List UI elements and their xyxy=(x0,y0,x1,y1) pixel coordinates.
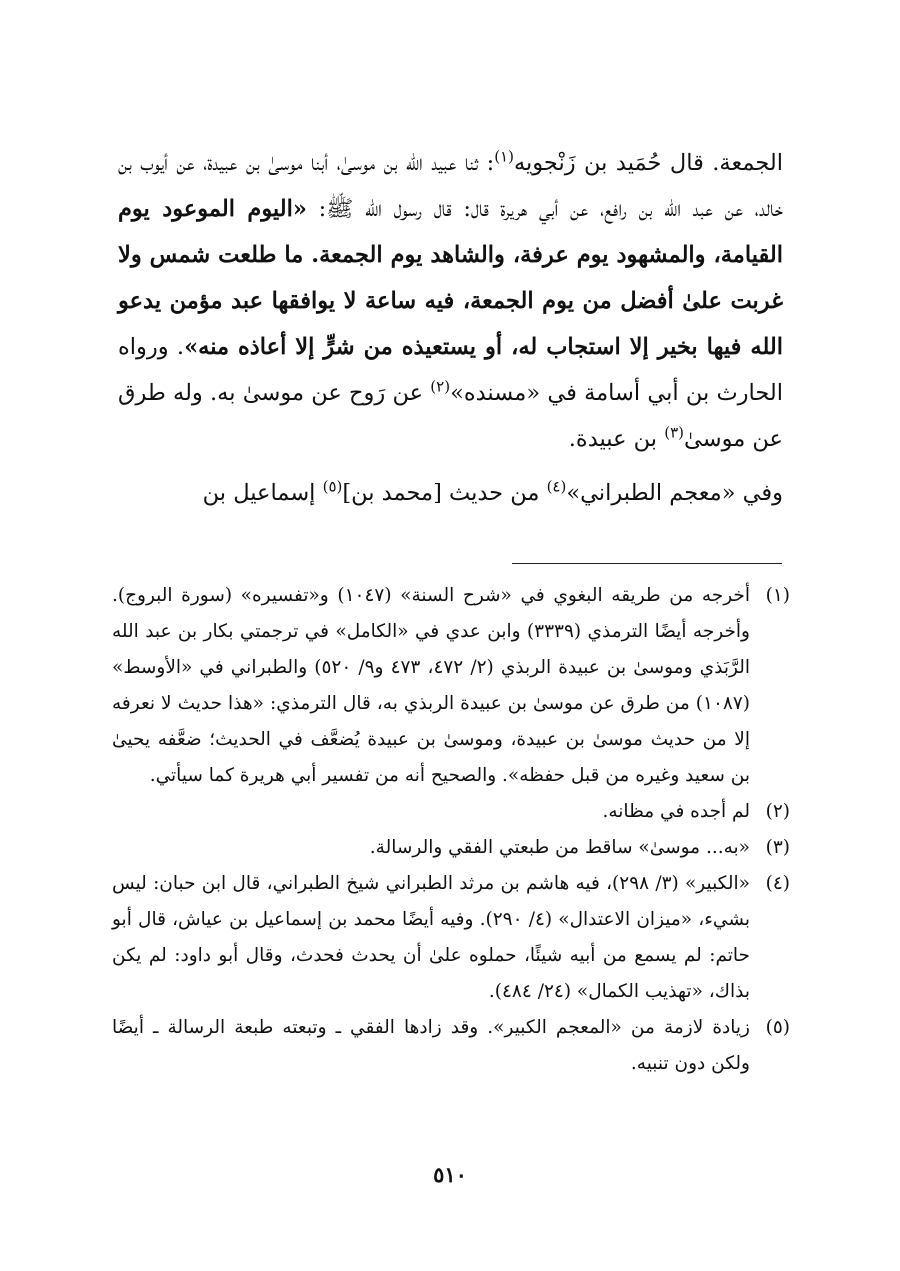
footnote-text: «به... موسىٰ» ساقط من طبعتي الفقي والرسالة. xyxy=(369,837,750,858)
footnote-item xyxy=(112,830,790,866)
footnote-number: (٤) xyxy=(765,873,790,894)
footnote-text: لم أجده في مظانه. xyxy=(602,801,750,822)
footnote-item xyxy=(112,794,790,830)
footnote-number: (٢) xyxy=(765,801,790,822)
footnote-ref-2[interactable]: (٢) xyxy=(430,377,451,396)
footnote-item xyxy=(112,1010,790,1082)
text-segment: . ورواه الحارث بن أبي أسامة في «مسنده» xyxy=(118,334,784,406)
text-segment: إسماعيل بن xyxy=(202,480,323,506)
footnotes-section xyxy=(112,578,790,1082)
footnote-item xyxy=(112,866,790,1010)
footnote-text: زيادة لازمة من «المعجم الكبير». وقد زادها الفقي ـ وتبعته طبعة الرسالة ـ أيضًا ولكن دون تنبيه. xyxy=(112,1017,750,1074)
text-segment: : ثنا عبيد الله بن موسىٰ، أبنا موسىٰ بن عبيدة، عن أيوب بن خالد، عن عبد الله بن رافع، عن أبي هريرة قال: قال رسول الله ﷺ: xyxy=(118,150,783,222)
footnote-item xyxy=(112,578,790,794)
main-paragraph xyxy=(118,470,783,516)
page-number: ٥١٠ xyxy=(433,1162,467,1187)
main-paragraph xyxy=(118,140,783,462)
footnote-number: (٣) xyxy=(765,837,790,858)
text-segment: من حديث [محمد بن] xyxy=(342,480,547,506)
text-segment: الجمعة. قال حُمَيد بن زَنْجويه xyxy=(513,150,783,176)
footnote-ref-3[interactable]: (٣) xyxy=(664,423,684,442)
footnote-number: (٥) xyxy=(765,1017,790,1038)
text-segment: عن رَوح عن موسىٰ به. وله طرق عن موسىٰ xyxy=(118,380,783,452)
footnote-ref-5[interactable]: (٥) xyxy=(322,477,343,496)
footnote-text: أخرجه من طريقه البغوي في «شرح السنة» (١٠٤٧) و«تفسيره» (سورة البروج). وأخرجه أيضًا الترمذي (٣٣٣٩) وابن عدي في «الكامل» في ترجمتي بكار بن عبد الله الرَّبَذي وموسىٰ بن عبيدة الربذي (٢/ ٤٧٢، ٤٧٣ و٩/ ٥٢٠) والطبراني في «الأوسط» (١٠٨٧) من طرق عن موسىٰ بن عبيدة الربذي به، قال الترمذي: «هذا حديث لا نعرفه إلا من حديث موسىٰ بن عبيدة، وموسىٰ بن عبيدة يُضعَّف في الحديث؛ ضعَّفه يحيىٰ بن سعيد وغيره من قبل حفظه». والصحيح أنه من تفسير أبي هريرة كما سيأتي. xyxy=(112,585,750,786)
footnote-text: «الكبير» (٣/ ٢٩٨)، فيه هاشم بن مرثد الطبراني شيخ الطبراني، قال ابن حبان: ليس بشيء، «ميزان الاعتدال» (٤/ ٢٩٠). وفيه أيضًا محمد بن إسماعيل بن عياش، قال أبو حاتم: لم يسمع من أبيه شيئًا، حملوه علىٰ أن يحدث فحدث، وقال أبو داود: لم يكن بذاك، «تهذيب الكمال» (٢٤/ ٤٨٤). xyxy=(112,873,750,1002)
text-segment: بن عبيدة. xyxy=(568,426,665,452)
main-text xyxy=(118,140,783,516)
text-segment: وفي «معجم الطبراني» xyxy=(566,480,783,506)
hadith-quote: «اليوم الموعود يوم القيامة، والمشهود يوم عرفة، والشاهد يوم الجمعة. ما طلعت شمس ولا غربت علىٰ أفضل من يوم الجمعة، فيه ساعة لا يوافقها عبد مؤمن يدعو الله فيها بخير إلا استجاب له، أو يستعيذه من شرٍّ إلا أعاذه منه» xyxy=(118,196,783,360)
footnote-divider xyxy=(512,563,782,564)
footnote-number: (١) xyxy=(765,585,790,606)
footnote-ref-1[interactable]: (١) xyxy=(494,147,514,166)
footnote-ref-4[interactable]: (٤) xyxy=(546,477,567,496)
